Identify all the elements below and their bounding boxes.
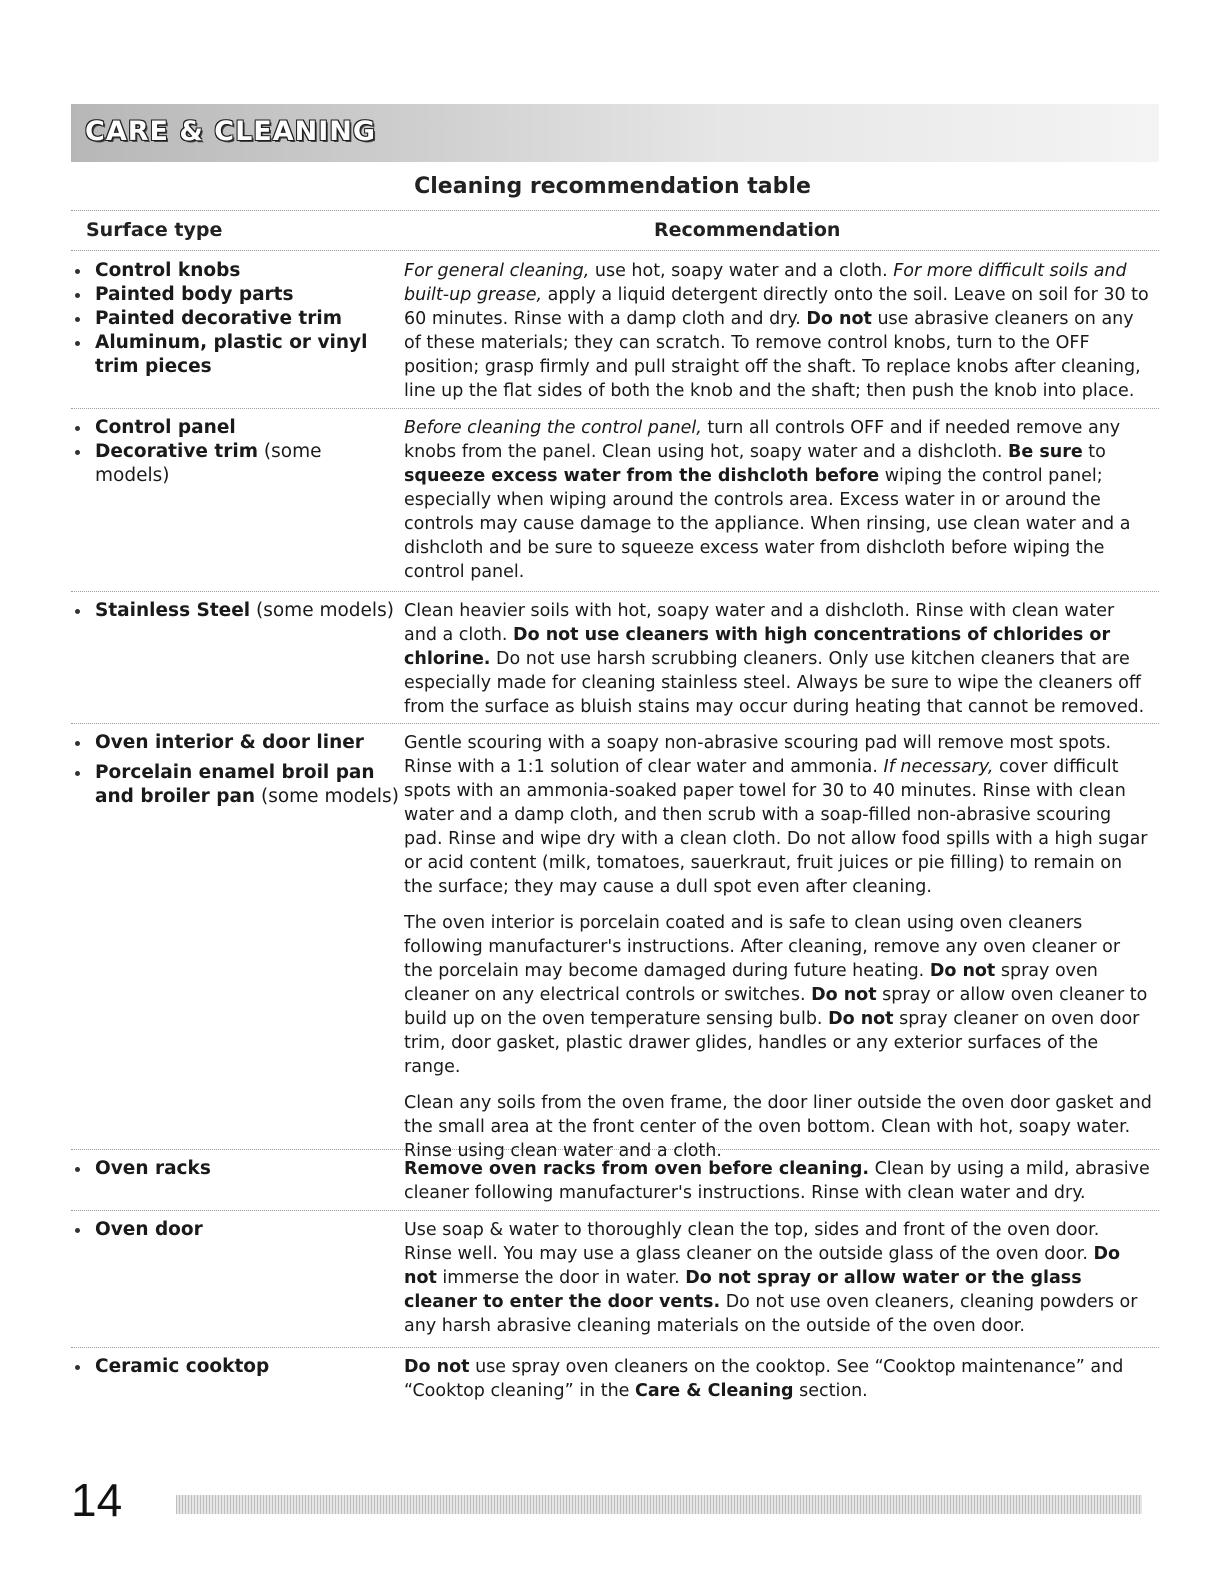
surface-type-cell: [71, 259, 401, 379]
page-number: 14: [71, 1474, 123, 1526]
emphasis-bold: Do not: [828, 1009, 894, 1029]
surface-type-cell: [71, 599, 401, 623]
recommendation-cell: [404, 1355, 1152, 1415]
surface-name: Painted body parts: [95, 284, 294, 305]
surface-name: Oven door: [95, 1219, 203, 1240]
header-rule-top: [71, 210, 1159, 211]
text-run: use hot, soapy water and a cloth.: [589, 261, 894, 281]
text-run: wiping the control panel; especially when wiping around the controls area. Excess water in or around the controls may cause damage to the appliance. When rinsing, use clean water and a dishcloth and be sure to squeeze excess water from dishcloth before wiping the control panel.: [404, 466, 1131, 582]
surface-type-cell: [71, 1157, 401, 1181]
column-header-surface: Surface type: [86, 219, 223, 241]
emphasis-bold: Do not: [404, 1357, 470, 1377]
text-run: section.: [793, 1381, 868, 1401]
surface-type-cell: [71, 416, 401, 488]
surface-item: [71, 331, 401, 379]
surface-item: [71, 1355, 401, 1379]
surface-item: [71, 1157, 401, 1181]
emphasis-bold: Do not: [929, 961, 996, 981]
surface-type-cell: [71, 1355, 401, 1379]
text-run: use abrasive cleaners on any of these materials; they can scratch. To remove control knobs, turn to the OFF position; grasp firmly and pull straight off the shaft. To replace knobs after cleaning, line up the flat sides of both the knob and the shaft; then push the knob into place.: [404, 309, 1141, 401]
text-run: Clean by using a mild, abrasive cleaner following manufacturer's instructions. Rinse with clean water and dry.: [404, 1159, 1150, 1203]
surface-item: [71, 1218, 401, 1242]
text-run: to: [1082, 442, 1106, 462]
text-run: Clean any soils from the oven frame, the door liner outside the oven door gasket and the small area at the front center of the oven bottom. Clean with hot, soapy water. Rinse using clean water and a cloth.: [404, 1093, 1152, 1161]
surface-name: Painted decorative trim: [95, 308, 343, 329]
recommendation-cell: [404, 1157, 1152, 1217]
section-title: CARE & CLEANING: [85, 116, 377, 147]
surface-note: (some models): [255, 786, 399, 807]
table-title: Cleaning recommendation table: [414, 174, 811, 199]
surface-name: Ceramic cooktop: [95, 1356, 270, 1377]
text-run: immerse the door in water.: [436, 1268, 686, 1288]
emphasis-bold: Do not spray or allow water or the glass cleaner to enter the door vents.: [404, 1268, 1082, 1312]
emphasis-bold: Do not: [404, 1244, 1121, 1288]
surface-item: [71, 440, 401, 488]
surface-item: [71, 307, 401, 331]
recommendation-cell: [404, 1218, 1152, 1350]
text-run: spray cleaner on oven door trim, door gasket, plastic drawer glides, handles or any exterior surfaces of the range.: [404, 1009, 1140, 1077]
surface-item: [71, 259, 401, 283]
emphasis-bold: squeeze excess water from the dishcloth before: [404, 466, 880, 486]
text-run: cover difficult spots with an ammonia-soaked paper towel for 30 to 40 minutes. Rinse with clean water and a damp cloth, and then scrub with a soap-filled non-abrasive scouring pad. Rinse and wipe dry with a clean cloth. Do not allow food spills with a high sugar or acid content (milk, tomatoes, sauerkraut, fruit juices or pie filling) to remain on the surface; they may cause a dull spot even after cleaning.: [404, 757, 1148, 897]
column-header-recommendation: Recommendation: [654, 219, 841, 241]
recommendation-cell: [404, 259, 1152, 415]
surface-item: [71, 761, 401, 809]
text-run: Use soap & water to thoroughly clean the top, sides and front of the oven door. Rinse well. You may use a glass cleaner on the outside glass of the oven door.: [404, 1220, 1100, 1264]
emphasis-bold: Remove oven racks from oven before cleaning.: [404, 1159, 869, 1179]
recommendation-paragraph: [404, 1157, 1152, 1205]
surface-note: (some models): [95, 441, 322, 486]
surface-name: Decorative trim: [95, 441, 259, 462]
surface-item: [71, 599, 401, 623]
surface-name: Control panel: [95, 417, 236, 438]
recommendation-paragraph: [404, 731, 1152, 899]
recommendation-paragraph: [404, 599, 1152, 719]
surface-name: Oven interior & door liner: [95, 732, 364, 753]
surface-name: Control knobs: [95, 260, 241, 281]
recommendation-cell: [404, 416, 1152, 596]
recommendation-paragraph: [404, 1355, 1152, 1403]
text-run: apply a liquid detergent directly onto the soil. Leave on soil for 30 to 60 minutes. Rinse with a damp cloth and dry.: [404, 285, 1149, 329]
surface-name: Stainless Steel: [95, 600, 251, 621]
text-run: Do not use harsh scrubbing cleaners. Only use kitchen cleaners that are especially made for cleaning stainless steel. Always be sure to wipe the cleaners off from the surface as bluish stains may occur during heating that cannot be removed.: [404, 649, 1145, 717]
text-run: turn all controls OFF and if needed remove any knobs from the panel. Clean using hot, soapy water and a dishcloth.: [404, 418, 1121, 462]
recommendation-cell: [404, 599, 1152, 731]
emphasis-italic: If necessary,: [883, 757, 994, 777]
text-run: The oven interior is porcelain coated and is safe to clean using oven cleaners following manufacturer's instructions. After cleaning, remove any oven cleaner or the porcelain may become damaged during future heating.: [404, 913, 1121, 981]
surface-item: [71, 416, 401, 440]
surface-type-cell: [71, 731, 401, 809]
surface-item: [71, 731, 401, 755]
emphasis-italic: Before cleaning the control panel,: [404, 418, 702, 438]
surface-item: [71, 283, 401, 307]
surface-name: Porcelain enamel broil pan and broiler pan: [95, 762, 375, 807]
recommendation-paragraph: [404, 911, 1152, 1079]
text-run: spray or allow oven cleaner to build up on the oven temperature sensing bulb.: [404, 985, 1148, 1029]
recommendation-paragraph: [404, 1091, 1152, 1163]
header-rule-bottom: [71, 250, 1159, 251]
emphasis-bold: Do not: [806, 309, 872, 329]
surface-type-cell: [71, 1218, 401, 1242]
surface-name: Aluminum, plastic or vinyl trim pieces: [95, 332, 368, 377]
recommendation-cell: [404, 731, 1152, 1175]
text-run: spray oven cleaner on any electrical controls or switches.: [404, 961, 1098, 1005]
emphasis-bold: Do not use cleaners with high concentrations of chlorides or chlorine.: [404, 625, 1111, 669]
emphasis-bold: Be sure: [1008, 442, 1083, 462]
text-run: Do not use oven cleaners, cleaning powders or any harsh abrasive cleaning materials on the outside of the oven door.: [404, 1292, 1138, 1336]
surface-name: Oven racks: [95, 1158, 211, 1179]
section-banner: [71, 104, 1159, 162]
footer-bar: [176, 1495, 1142, 1514]
emphasis-italic: For general cleaning,: [404, 261, 590, 281]
emphasis-italic: For more difficult soils and built-up grease,: [404, 261, 1127, 305]
text-run: Clean heavier soils with hot, soapy water and a dishcloth. Rinse with clean water and a cloth.: [404, 601, 1115, 645]
text-run: use spray oven cleaners on the cooktop. See “Cooktop maintenance” and “Cooktop cleaning” in the: [404, 1357, 1124, 1401]
emphasis-bold: Care & Cleaning: [635, 1381, 794, 1401]
text-run: Gentle scouring with a soapy non-abrasive scouring pad will remove most spots. Rinse with a 1:1 solution of clear water and ammonia.: [404, 733, 1112, 777]
recommendation-paragraph: [404, 259, 1152, 403]
emphasis-bold: Do not: [811, 985, 877, 1005]
surface-note: (some models): [250, 600, 394, 621]
recommendation-paragraph: [404, 1218, 1152, 1338]
recommendation-paragraph: [404, 416, 1152, 584]
